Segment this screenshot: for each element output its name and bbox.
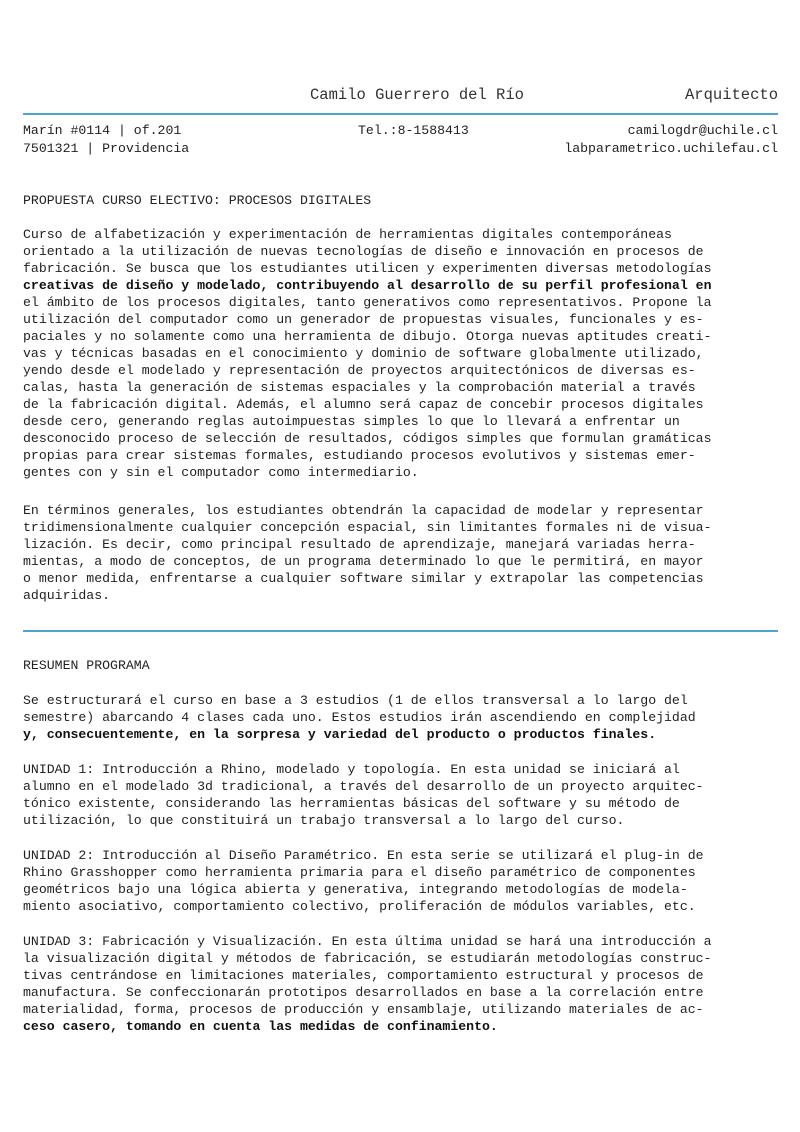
text-line: yendo desde el modelado y representación de proyectos arquitectónicos de diversas es-	[23, 363, 696, 378]
text-line: lización. Es decir, como principal resultado de aprendizaje, manejará variadas herra-	[23, 537, 696, 552]
text-line: mientas, a modo de conceptos, de un programa determinado lo que le permitirá, en mayor	[23, 554, 704, 569]
text-line: gentes con y sin el computador como intermediario.	[23, 465, 419, 480]
text-line: materialidad, forma, procesos de producción y ensamblaje, utilizando materiales de ac-	[23, 1002, 704, 1017]
text-line: geométricos bajo una lógica abierta y generativa, integrando metodologías de modela-	[23, 882, 688, 897]
author-role: Arquitecto	[684, 86, 778, 104]
text-line: miento asociativo, comportamiento colectivo, proliferación de módulos variables, etc.	[23, 899, 696, 914]
text-line: vas y técnicas basadas en el conocimiento y dominio de software globalmente utilizado,	[23, 346, 704, 361]
text-line: semestre) abarcando 4 clases cada uno. Estos estudios irán ascendiendo en complejidad	[23, 710, 696, 725]
text-line: Se estructurará el curso en base a 3 estudios (1 de ellos transversal a lo largo del	[23, 693, 688, 708]
website-url: labparametrico.uchilefau.cl	[564, 141, 778, 156]
text-line: el ámbito de los procesos digitales, tanto generativos como representativos. Propone la	[23, 295, 712, 310]
text-line: propias para crear sistemas formales, estudiando procesos evolutivos y sistemas emer-	[23, 448, 696, 463]
text-line: creativas de diseño y modelado, contribuyendo al desarrollo de su perfil profesional en	[23, 278, 712, 293]
unit-2-paragraph	[23, 847, 778, 915]
address-line-2: 7501321 | Providencia	[23, 141, 190, 156]
section-title-summary: RESUMEN PROGRAMA	[23, 658, 150, 673]
text-line: manufactura. Se confeccionarán prototipos desarrollados en base a la correlación entre	[23, 985, 704, 1000]
section-divider	[23, 630, 778, 632]
text-line: tridimensionalmente cualquier concepción espacial, sin limitantes formales ni de visua-	[23, 520, 712, 535]
text-line: UNIDAD 1: Introducción a Rhino, modelado y topología. En esta unidad se iniciará al	[23, 762, 680, 777]
text-line: ceso casero, tomando en cuenta las medidas de confinamiento.	[23, 1019, 498, 1034]
address-line-1: Marín #0114 | of.201	[23, 123, 182, 138]
text-line: desconocido proceso de selección de resultados, códigos simples que formulan gramáticas	[23, 431, 712, 446]
section-title-proposal: PROPUESTA CURSO ELECTIVO: PROCESOS DIGITALES	[23, 193, 372, 208]
text-line: paciales y no solamente como una herramienta de dibujo. Otorga nuevas aptitudes creati-	[23, 329, 712, 344]
address	[23, 122, 189, 158]
summary-paragraph	[23, 692, 778, 743]
text-line: utilización del computador como un generador de propuestas visuales, funcionales y es-	[23, 312, 704, 327]
letterhead	[23, 86, 778, 108]
proposal-paragraph-1	[23, 226, 778, 481]
text-line: calas, hasta la generación de sistemas espaciales y la comprobación material a través	[23, 380, 696, 395]
text-line: Curso de alfabetización y experimentación de herramientas digitales contemporáneas	[23, 227, 672, 242]
phone-number: Tel.:8-1588413	[358, 123, 469, 138]
text-line: fabricación. Se busca que los estudiantes utilicen y experimenten diversas metodologías	[23, 261, 712, 276]
text-line: En términos generales, los estudiantes obtendrán la capacidad de modelar y representar	[23, 503, 704, 518]
text-line: utilización, lo que constituirá un trabajo transversal a lo largo del curso.	[23, 813, 625, 828]
header-divider	[23, 113, 778, 115]
text-line: alumno en el modelado 3d tradicional, a través del desarrollo de un proyecto arquitec-	[23, 779, 704, 794]
text-line: tónico existente, considerando las herramientas básicas del software y su método de	[23, 796, 680, 811]
web-contact	[564, 122, 778, 158]
text-line: y, consecuentemente, en la sorpresa y variedad del producto o productos finales.	[23, 727, 657, 742]
text-line: tivas centrándose en limitaciones materiales, comportamiento estructural y procesos de	[23, 968, 704, 983]
proposal-paragraph-2	[23, 502, 778, 604]
text-line: UNIDAD 2: Introducción al Diseño Paramétrico. En esta serie se utilizará el plug-in de	[23, 848, 704, 863]
text-line: orientado a la utilización de nuevas tecnologías de diseño e innovación en procesos de	[23, 244, 704, 259]
author-name: Camilo Guerrero del Río	[310, 86, 524, 104]
text-line: o menor medida, enfrentarse a cualquier software similar y extrapolar las competencias	[23, 571, 704, 586]
text-line: Rhino Grasshopper como herramienta primaria para el diseño paramétrico de componentes	[23, 865, 696, 880]
text-line: desde cero, generando reglas autoimpuestas simples lo que lo llevará a enfrentar un	[23, 414, 680, 429]
text-line: la visualización digital y métodos de fabricación, se estudiarán metodologías construc-	[23, 951, 712, 966]
phone	[358, 122, 469, 140]
email-address: camilogdr@uchile.cl	[627, 123, 778, 138]
unit-1-paragraph	[23, 761, 778, 829]
text-line: de la fabricación digital. Además, el alumno será capaz de concebir procesos digitales	[23, 397, 704, 412]
text-line: UNIDAD 3: Fabricación y Visualización. En esta última unidad se hará una introducción a	[23, 934, 712, 949]
text-line: adquiridas.	[23, 588, 111, 603]
unit-3-paragraph	[23, 933, 778, 1035]
